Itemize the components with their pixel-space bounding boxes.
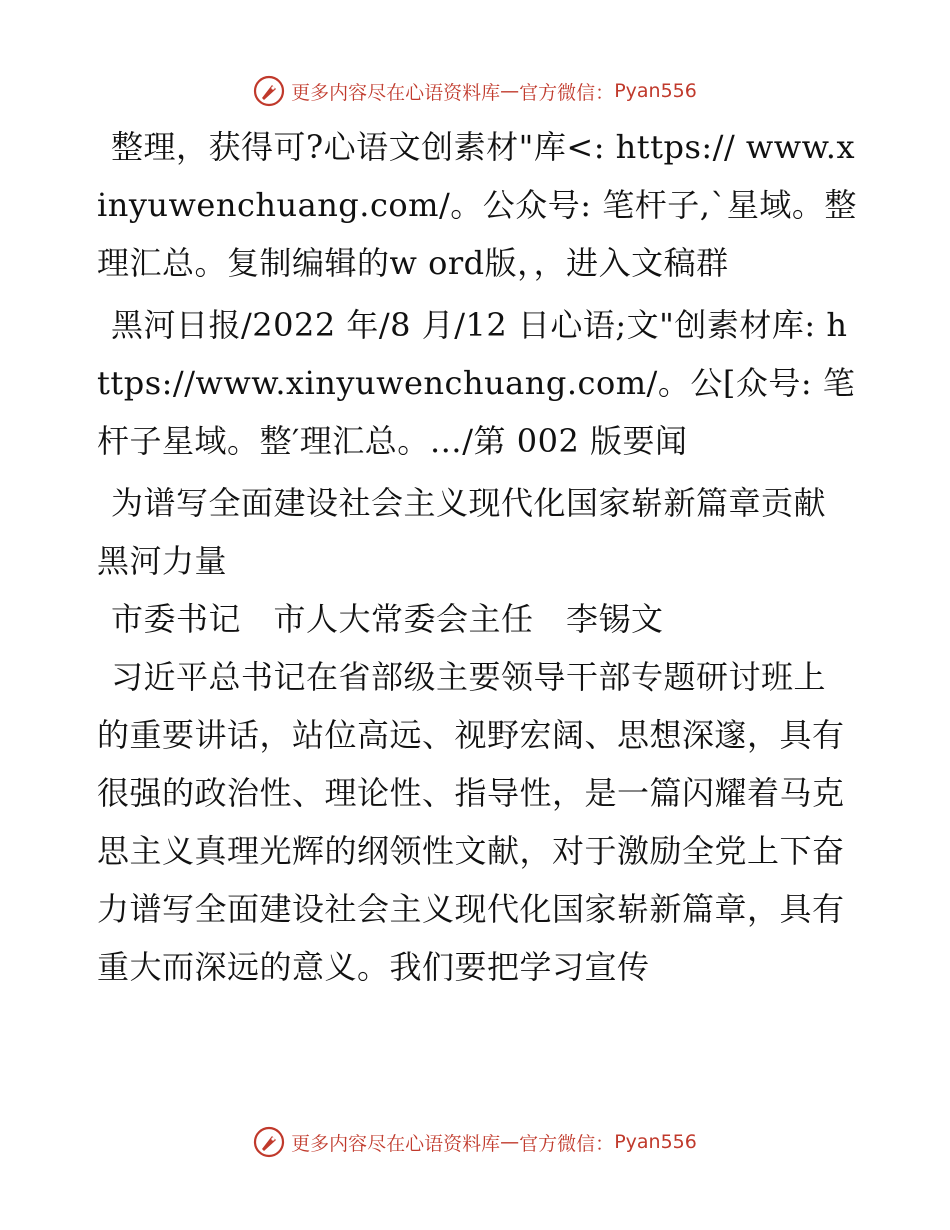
- banner-separator: —: [500, 80, 520, 102]
- banner-account: Pyan556: [614, 1131, 697, 1153]
- document-body: [97, 118, 857, 1000]
- banner-separator: —: [500, 1131, 520, 1153]
- footer-watermark-banner: [0, 1122, 950, 1162]
- body-paragraph: 习近平总书记在省部级主要领导干部专题研讨班上的重要讲话，站位高远、视野宏阔、思想深邃，具有很强的政治性、理论性、指导性，是一篇闪耀着马克思主义真理光辉的纲领性文献，对于激励全党上下奋力谱写全面建设社会主义现代化国家崭新篇章，具有重大而深远的意义。我们要把学习宣传: [97, 658, 845, 986]
- source-line-paragraph: 黑河日报/2022 年/8 月/12 日心语;文"创素材库: https://www.xinyuwenchuang.com/。公[众号: 笔杆子星域。整′理汇总。…/第 002 版要闻: [97, 306, 856, 460]
- article-author: 市委书记 市人大常委会主任 李锡文: [111, 600, 664, 638]
- article-title: 为谱写全面建设社会主义现代化国家崭新篇章贡献黑河力量: [97, 484, 827, 580]
- banner-official: 官方微信：: [519, 1132, 615, 1155]
- pen-nib-circle-icon: [253, 1126, 285, 1158]
- header-watermark-banner: [0, 71, 950, 111]
- intro-note-paragraph: 整理，获得可?心语文创素材"库<: https:// www.xinyuwenchuang.com/。公众号: 笔杆子,`星域。整理汇总。复制编辑的w ord版，，进入文稿群: [97, 128, 857, 282]
- banner-text: 更多内容尽在心语资料库: [291, 81, 501, 104]
- banner-official: 官方微信：: [519, 81, 615, 104]
- pen-nib-circle-icon: [253, 75, 285, 107]
- banner-account: Pyan556: [614, 80, 697, 102]
- banner-text: 更多内容尽在心语资料库: [291, 1132, 501, 1155]
